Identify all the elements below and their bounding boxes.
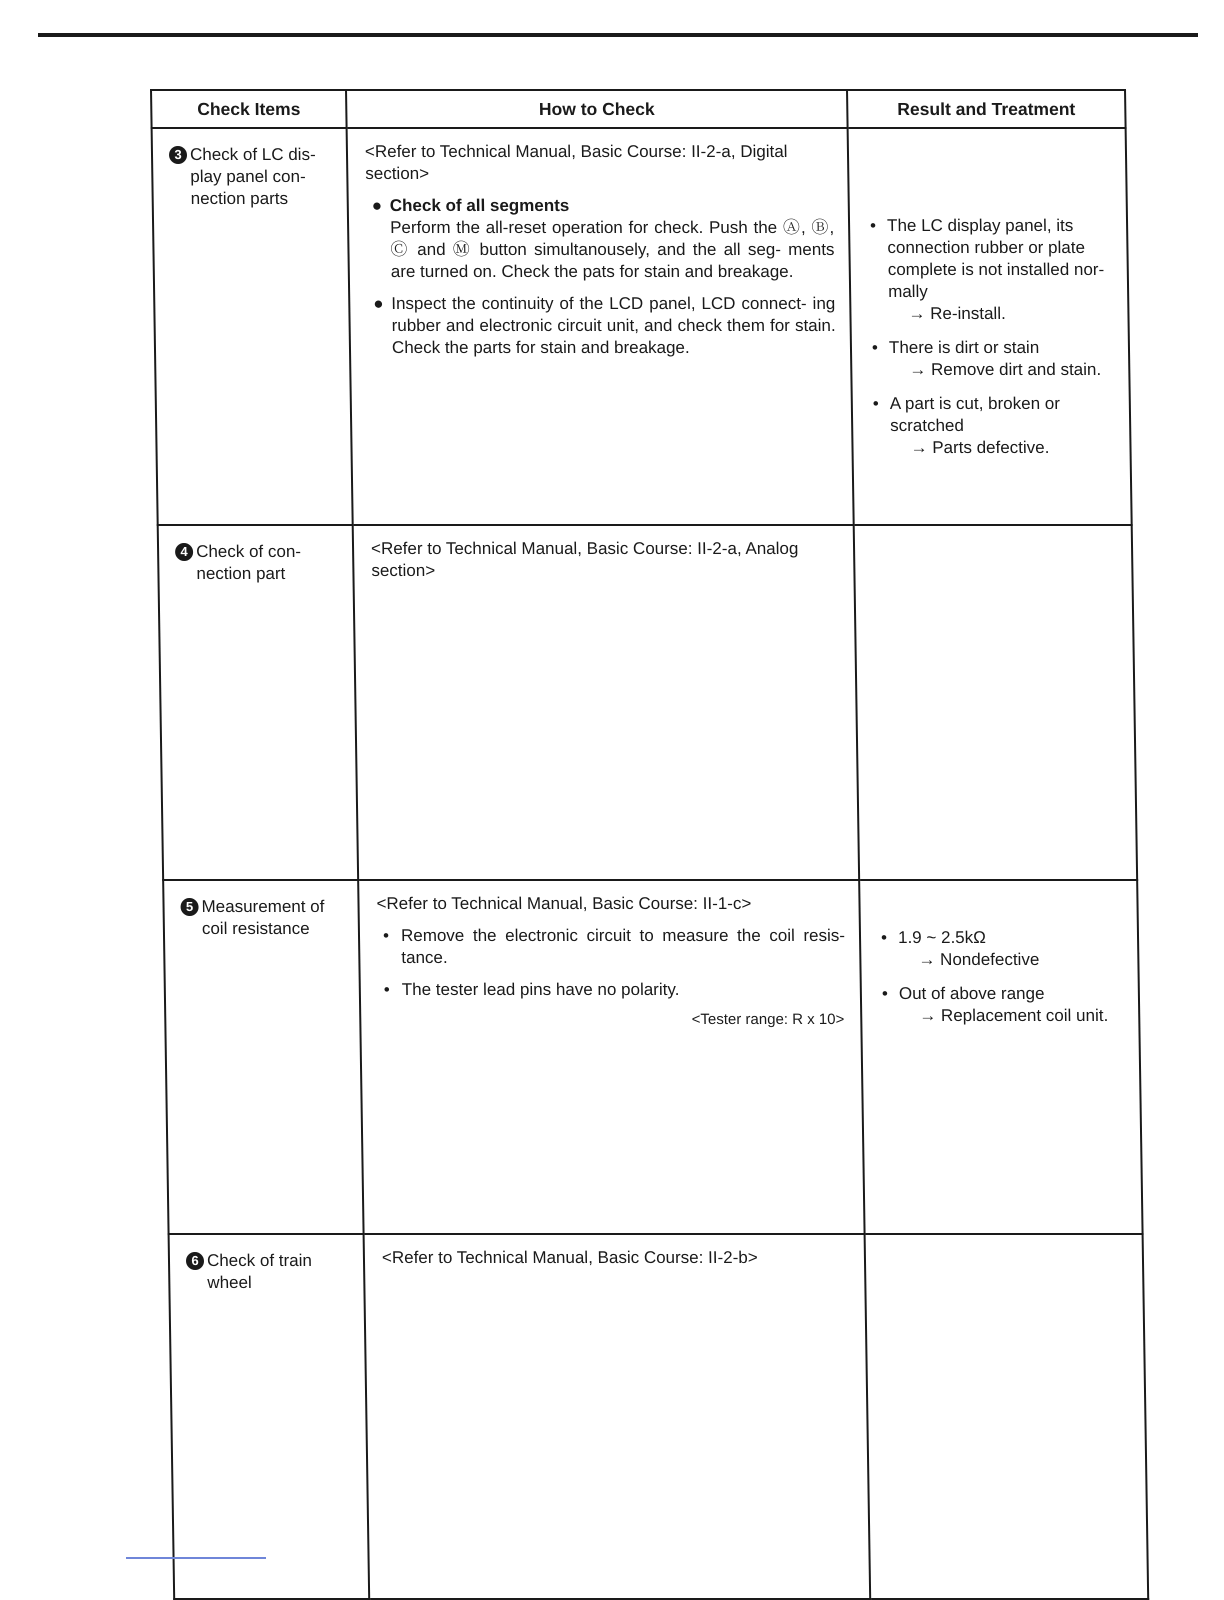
bullet-icon: ● <box>373 294 384 313</box>
how-to-check-cell <box>358 880 864 1234</box>
result-treatment: → Remove dirt and stain. <box>909 360 1102 379</box>
bullet-icon: • <box>869 216 877 235</box>
table-row <box>152 128 1132 525</box>
result-treatment: → Replacement coil unit. <box>919 1006 1109 1025</box>
bullet-icon: • <box>382 926 390 945</box>
header-how-to-check: How to Check <box>346 90 848 128</box>
manual-reference: <Refer to Technical Manual, Basic Course: II-2-b> <box>381 1248 758 1267</box>
result-condition: 1.9 ~ 2.5kΩ <box>897 928 987 947</box>
header-result-and-treatment: Result and Treatment <box>847 90 1126 128</box>
check-step <box>377 925 846 969</box>
check-item-label: Measurement of coil resistance <box>201 897 325 938</box>
step-text: Remove the electronic circuit to measure the coil resis- tance. <box>400 926 846 967</box>
header-row <box>151 90 1126 128</box>
result-item <box>867 215 1116 325</box>
manual-reference: <Refer to Technical Manual, Basic Course: II-2-a, Analog section> <box>370 539 799 580</box>
result-cell <box>848 128 1132 525</box>
step-text: Perform the all-reset operation for check. Push the Ⓐ, Ⓑ, Ⓒ and Ⓜ button simultanousely, and the all seg- ments are turned on. Check the pats for stain and breakage. <box>389 218 835 281</box>
result-condition: Out of above range <box>898 984 1045 1003</box>
check-step <box>378 979 846 1001</box>
check-step <box>367 293 836 359</box>
bullet-icon: • <box>383 980 390 999</box>
check-item-label: Check of train wheel <box>206 1251 313 1292</box>
table-row <box>169 1234 1149 1599</box>
check-item-cell <box>152 128 353 525</box>
manual-reference: <Refer to Technical Manual, Basic Course: II-1-c> <box>376 894 752 913</box>
check-item-cell <box>163 880 363 1234</box>
check-table <box>150 89 1149 1600</box>
bullet-icon: • <box>871 338 879 357</box>
result-cell <box>865 1234 1149 1599</box>
item-number-badge: 6 <box>186 1252 204 1270</box>
how-to-check-cell <box>347 128 854 525</box>
check-item-cell <box>158 525 358 880</box>
result-item <box>870 393 1118 459</box>
table-row <box>158 525 1137 880</box>
bullet-icon: ● <box>371 196 383 215</box>
step-text: The tester lead pins have no polarity. <box>401 980 680 999</box>
how-to-check-cell <box>364 1234 871 1599</box>
item-number-badge: 4 <box>175 543 193 561</box>
result-treatment: → Parts defective. <box>910 438 1050 457</box>
check-item-label: Check of LC dis- play panel con- nection parts <box>189 145 316 208</box>
manual-reference: <Refer to Technical Manual, Basic Course: II-2-a, Digital section> <box>364 142 788 183</box>
item-number-badge: 5 <box>180 898 198 916</box>
check-step <box>366 195 835 283</box>
result-item <box>879 983 1127 1027</box>
header-check-items: Check Items <box>151 90 347 128</box>
result-cell <box>859 880 1142 1234</box>
check-item-cell <box>169 1234 370 1599</box>
result-condition: There is dirt or stain <box>888 338 1040 357</box>
bottom-mark <box>126 1557 266 1559</box>
table-row <box>163 880 1142 1234</box>
result-item <box>869 337 1117 381</box>
bullet-icon: • <box>881 984 888 1003</box>
result-condition: A part is cut, broken or scratched <box>889 394 1061 435</box>
bullet-icon: • <box>880 928 888 947</box>
check-item-label: Check of con- nection part <box>195 542 302 583</box>
item-number-badge: 3 <box>169 146 187 164</box>
how-to-check-cell <box>353 525 859 880</box>
result-treatment: → Re-install. <box>908 304 1006 323</box>
step-title: Check of all segments <box>389 196 570 215</box>
step-text: Inspect the continuity of the LCD panel, LCD connect- ing rubber and electronic circuit unit, and check them for stain. Check the parts for stain and breakage. <box>391 294 836 357</box>
result-condition: The LC display panel, its connection rubber or plate complete is not installed nor- mally <box>886 216 1105 301</box>
result-cell <box>854 525 1137 880</box>
bullet-icon: • <box>872 394 879 413</box>
top-rule <box>38 33 1198 37</box>
tester-range-note: <Tester range: R x 10> <box>691 1011 845 1028</box>
result-item <box>878 927 1126 971</box>
result-treatment: → Nondefective <box>918 950 1040 969</box>
